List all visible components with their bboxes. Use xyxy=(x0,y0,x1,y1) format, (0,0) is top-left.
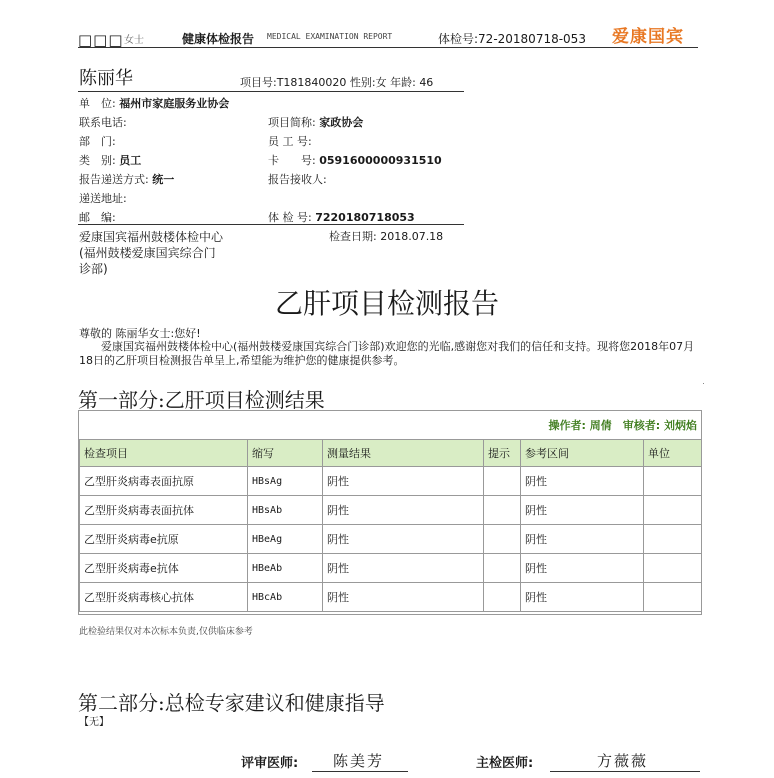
table-row xyxy=(80,554,702,583)
patient-meta: 项目号:T181840020 性别:女 年龄: 46 xyxy=(240,76,434,89)
receiver-field: 报告接收人: xyxy=(268,173,327,186)
brand-logo: 爱康国宾 xyxy=(612,27,684,47)
cell-unit xyxy=(644,554,702,583)
cell-result: 阴性 xyxy=(323,525,484,554)
header-honorific: 女士 xyxy=(124,35,144,46)
project-field: 项目简称: 家政协会 xyxy=(268,116,364,129)
cell-hint xyxy=(484,496,521,525)
cell-result: 阴性 xyxy=(323,554,484,583)
department-field: 部 门: xyxy=(79,135,116,148)
col-unit: 单位 xyxy=(644,440,702,467)
cell-reference: 阴性 xyxy=(521,496,644,525)
report-type-subtitle: MEDICAL EXAMINATION REPORT xyxy=(267,32,393,41)
cell-reference: 阴性 xyxy=(521,554,644,583)
cell-abbr: HBeAb xyxy=(248,554,323,583)
reviewer-signature-line xyxy=(312,771,408,772)
cell-hint xyxy=(484,583,521,612)
zip-field: 邮 编: xyxy=(79,211,116,224)
exam-date: 检查日期: 2018.07.18 xyxy=(329,230,444,243)
section2-title: 第二部分:总检专家建议和健康指导 xyxy=(78,691,385,715)
cell-reference: 阴性 xyxy=(521,467,644,496)
reviewer-label: 评审医师: xyxy=(241,756,299,771)
cell-item: 乙型肝炎病毒e抗原 xyxy=(80,525,248,554)
header-exam-number: 体检号:72-20180718-053 xyxy=(438,32,586,46)
stray-mark xyxy=(703,383,704,384)
cell-item: 乙型肝炎病毒e抗体 xyxy=(80,554,248,583)
cell-item: 乙型肝炎病毒表面抗体 xyxy=(80,496,248,525)
cell-hint xyxy=(484,554,521,583)
col-reference: 参考区间 xyxy=(521,440,644,467)
cell-abbr: HBsAb xyxy=(248,496,323,525)
cell-reference: 阴性 xyxy=(521,525,644,554)
table-row xyxy=(80,525,702,554)
phone-field: 联系电话: xyxy=(79,116,127,129)
disclaimer-note: 此检验结果仅对本次标本负责,仅供临床参考 xyxy=(79,627,253,637)
col-hint: 提示 xyxy=(484,440,521,467)
col-item: 检查项目 xyxy=(80,440,248,467)
section1-title: 第一部分:乙肝项目检测结果 xyxy=(78,388,325,412)
cell-item: 乙型肝炎病毒表面抗原 xyxy=(80,467,248,496)
category-field: 类 别: 员工 xyxy=(79,154,142,167)
chief-signature-line xyxy=(550,771,700,772)
section2-content: 【无】 xyxy=(79,717,109,728)
patient-name: 陈丽华 xyxy=(79,68,133,89)
exam-center: 爱康国宾福州鼓楼体检中心 xyxy=(79,230,224,244)
staff-id-field: 员 工 号: xyxy=(268,135,312,148)
cell-result: 阴性 xyxy=(323,467,484,496)
patient-divider-top xyxy=(78,91,464,92)
header-divider xyxy=(78,47,698,48)
table-row xyxy=(80,496,702,525)
delivery-field: 报告递送方式: 统一 xyxy=(79,173,175,186)
cell-item: 乙型肝炎病毒核心抗体 xyxy=(80,583,248,612)
table-row xyxy=(80,467,702,496)
exam-center-sub: (福州鼓楼爱康国宾综合门 xyxy=(79,246,216,260)
table-row xyxy=(80,583,702,612)
reviewer-signature: 陈美芳 xyxy=(333,752,385,770)
cell-reference: 阴性 xyxy=(521,583,644,612)
patient-divider-bottom xyxy=(78,224,464,225)
chief-label: 主检医师: xyxy=(476,756,534,771)
cell-hint xyxy=(484,525,521,554)
address-field: 递送地址: xyxy=(79,192,127,205)
chief-signature: 方薇薇 xyxy=(597,752,649,770)
cell-unit xyxy=(644,525,702,554)
unit-field: 单 位: 福州市家庭服务业协会 xyxy=(79,97,230,110)
cell-unit xyxy=(644,583,702,612)
intro-paragraph: 爱康国宾福州鼓楼体检中心(福州鼓楼爱康国宾综合门诊部)欢迎您的光临,感谢您对我们的信任和支持。现将您2018年07月18日的乙肝项目检测报告单呈上,希望能为维护您的健康提供参考。 xyxy=(79,340,695,367)
results-panel xyxy=(78,410,702,615)
report-type-title: 健康体检报告 xyxy=(182,32,255,46)
cell-unit xyxy=(644,467,702,496)
report-title: 乙肝项目检测报告 xyxy=(274,287,499,320)
card-field: 卡 号: 0591600000931510 xyxy=(268,154,442,167)
exam-center-sub-2: 诊部) xyxy=(79,262,108,276)
cell-hint xyxy=(484,467,521,496)
cell-result: 阴性 xyxy=(323,496,484,525)
cell-unit xyxy=(644,496,702,525)
cell-abbr: HBcAb xyxy=(248,583,323,612)
results-table xyxy=(79,439,702,612)
exam-number-field: 体 检 号: 7220180718053 xyxy=(268,211,415,224)
cell-result: 阴性 xyxy=(323,583,484,612)
table-header-row xyxy=(80,440,702,467)
cell-abbr: HBsAg xyxy=(248,467,323,496)
operators-line: 操作者: 周倩 审核者: 刘炳焰 xyxy=(548,419,697,432)
header-boxes: □□□ xyxy=(78,31,124,49)
greeting: 尊敬的 陈丽华女士:您好! xyxy=(79,327,201,340)
cell-abbr: HBeAg xyxy=(248,525,323,554)
col-result: 测量结果 xyxy=(323,440,484,467)
col-abbr: 缩写 xyxy=(248,440,323,467)
